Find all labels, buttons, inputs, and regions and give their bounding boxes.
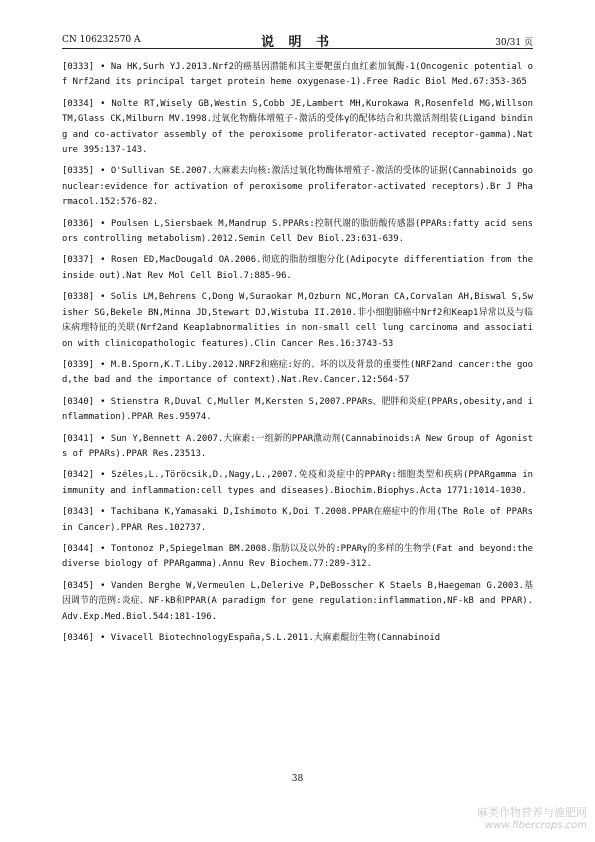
reference-number: [0338]	[62, 292, 95, 303]
document-title: 说 明 书	[260, 35, 335, 50]
reference-item	[62, 579, 533, 625]
reference-item	[62, 60, 533, 91]
reference-text: • Vanden Berghe W,Vermeulen L,Delerive P,DeBosscher K Staels B,Haegeman G.2003.基因调节的范例:炎症、NF-kB和PPAR(A paradigm for gene regulation:inflammation,NF-kB and PPAR).Adv.Exp.Med.Biol.544:181-196.	[62, 580, 533, 622]
reference-number: [0336]	[62, 218, 95, 229]
reference-number: [0340]	[62, 396, 95, 407]
reference-item	[62, 164, 533, 210]
watermark	[477, 806, 587, 832]
reference-number: [0343]	[62, 507, 95, 518]
reference-item	[62, 631, 533, 646]
watermark-url: www.fibercrops.com	[485, 820, 587, 831]
reference-item	[62, 290, 533, 352]
reference-item	[62, 468, 533, 499]
reference-text: • Solis LM,Behrens C,Dong W,Suraokar M,Ozburn NC,Moran CA,Corvalan AH,Biswal S,Swisher SG,Bekele BN,Minna JD,Stewart DJ,Wistuba II.2010.非小细胞肺癌中Nrf2和Keap1异常以及与临床病理特征的关联(Nrf2and Keap1abnormalities in non-small cell lung carcinoma and association with clinicopathologic features).Clin Cancer Res.16:3743-53	[62, 292, 533, 349]
reference-number: [0345]	[62, 580, 95, 591]
reference-number: [0339]	[62, 359, 95, 370]
reference-item	[62, 358, 533, 389]
page-counter: 30/31 页	[495, 38, 533, 48]
reference-number: [0344]	[62, 543, 95, 554]
reference-text: • Tachibana K,Yamasaki D,Ishimoto K,Doi T.2008.PPAR在癌症中的作用(The Role of PPARs in Cancer).PPAR Res.102737.	[62, 507, 533, 533]
reference-text: • Rosen ED,MacDougald OA.2006.彻底的脂肪细胞分化(Adipocyte differentiation from the inside out).Nat Rev Mol Cell Biol.7:885-96.	[62, 255, 533, 281]
reference-number: [0335]	[62, 166, 95, 177]
reference-text: • Stienstra R,Duval C,Muller M,Kersten S,2007.PPARs、肥胖和炎症(PPARs,obesity,and inflammation).PPAR Res.95974.	[62, 396, 533, 423]
reference-item	[62, 97, 533, 159]
reference-text: • Nolte RT,Wisely GB,Westin S,Cobb JE,Lambert MH,Kurokawa R,Rosenfeld MG,Willson TM,Glass CK,Milburn MV.1998.过氧化物酶体增殖子-激活的受体γ的配体结合和共激活剂组装(Ligand binding and co-activator assembly of the peroxisome proliferator-activated receptor-gamma).Nature 395:137-143.	[62, 98, 533, 156]
reference-text: • Széles,L.,Töröcsik,D.,Nagy,L.,2007.免疫和炎症中的PPARγ:细胞类型和疾病(PPARgamma in immunity and inflammation:cell types and diseases).Biochim.Biophys.Acta 1771:1014-1030.	[62, 470, 533, 496]
page-number: 38	[291, 774, 304, 784]
reference-item	[62, 542, 533, 573]
reference-text: • Sun Y,Bennett A.2007.大麻素:一组新的PPAR激动剂(Cannabinoids:A New Group of Agonists of PPARs).PPAR Res.23513.	[62, 433, 533, 459]
reference-number: [0342]	[62, 470, 95, 481]
reference-text: • Poulsen L,Siersbaek M,Mandrup S.PPARs:控制代谢的脂肪酸传感器(PPARs:fatty acid sensors controlling metabolism).2012.Semin Cell Dev Biol.23:631-639.	[62, 218, 533, 245]
page-header	[62, 32, 533, 49]
reference-number: [0334]	[62, 98, 95, 109]
patent-number: CN 106232570 A	[62, 35, 141, 45]
reference-number: [0337]	[62, 255, 95, 266]
reference-item	[62, 253, 533, 284]
reference-number: [0341]	[62, 433, 95, 444]
reference-item	[62, 505, 533, 536]
reference-number: [0346]	[62, 633, 95, 643]
reference-text: • Tontonoz P,Spiegelman BM.2008.脂肪以及以外的:PPARγ的多样的生物学(Fat and beyond:the diverse biology of PPARgamma).Annu Rev Biochem.77:289-312.	[62, 543, 533, 570]
reference-list	[62, 60, 533, 652]
reference-item	[62, 217, 533, 248]
reference-text: • Na HK,Surh YJ.2013.Nrf2的癌基因潜能和其主要靶蛋白血红素加氧酶-1(Oncogenic potential of Nrf2and its principal target protein heme oxygenase-1).Free Radic Biol Med.67:353-365	[62, 62, 533, 88]
reference-text: • Vivacell BiotechnologyEspaña,S.L.2011.大麻素醌衍生物(Cannabinoid	[100, 633, 441, 643]
reference-text: • M.B.Sporn,K.T.Liby.2012.NRF2和癌症:好的、坏的以及背景的重要性(NRF2and cancer:the good,the bad and the importance of context).Nat.Rev.Cancer.12:564-57	[62, 359, 533, 386]
watermark-title: 麻类作物营养与施肥网	[477, 806, 587, 819]
reference-item	[62, 395, 533, 426]
reference-text: • O'Sullivan SE.2007.大麻素去向核:激活过氧化物酶体增殖子-激活的受体的证据(Cannabinoids go nuclear:evidence for activation of peroxisome proliferator-activated receptors).Br J Pharmacol.152:576-82.	[62, 166, 533, 208]
reference-number: [0333]	[62, 62, 95, 72]
reference-item	[62, 432, 533, 463]
